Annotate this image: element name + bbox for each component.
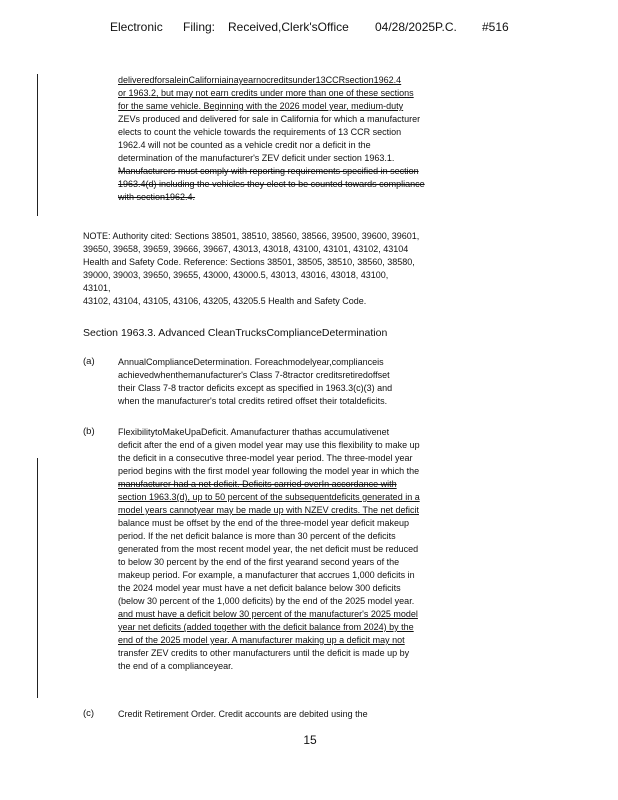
subsection-c-text [118,708,368,721]
subsection-line: year net deficits (added together with the deficit balance from 2024) by the [118,622,414,632]
paragraph-line: or 1963.2, but may not earn credits under more than one of these sections [118,88,414,98]
paragraph-line: 1963.4(d) including the vehicles they elect to be counted towards compliance [118,179,425,189]
note-line: 39650, 39658, 39659, 39666, 39667, 43013, 43018, 43100, 43101, 43102, 43104 [83,244,409,254]
note-line: 43102, 43104, 43105, 43106, 43205, 43205.5 Health and Safety Code. [83,296,367,306]
header-electronic: Electronic [110,20,163,34]
subsection-line: manufacturer had a net deficit. Deficits carried overIn accordance with [118,479,397,489]
header-number: #516 [482,20,509,34]
paragraph-line: Manufacturers must comply with reporting requirements specified in section [118,166,419,176]
subsection-b-label: (b) [83,426,95,437]
subsection-line: AnnualComplianceDetermination. Foreachmodelyear,complianceis [118,357,384,367]
subsection-line: Credit Retirement Order. Credit accounts are debited using the [118,709,368,719]
filing-header [110,20,510,36]
header-filing: Filing: [183,20,216,34]
subsection-line: generated from the most recent model year, the net deficit must be reduced [118,544,419,554]
subsection-c-label: (c) [83,708,95,719]
paragraph-line: ZEVs produced and delivered for sale in California for which a manufacturer [118,114,421,124]
paragraph-line: for the same vehicle. Beginning with the 2026 model year, medium-duty [118,101,404,111]
subsection-line: model years cannotyear may be made up with NZEV credits. The net deficit [118,505,419,515]
header-date: 04/28/2025P.C. [375,20,457,34]
subsection-b-text [118,426,420,673]
page-number: 15 [303,733,317,747]
note-line: 39000, 39003, 39650, 39655, 43000, 43000.5, 43013, 43016, 43018, 43100, [83,270,389,280]
subsection-a-label: (a) [83,356,95,367]
subsection-line: when the manufacturer's total credits retired offset their totaldeficits. [118,396,388,406]
note-line: Health and Safety Code. Reference: Sections 38501, 38505, 38510, 38560, 38580, [83,257,415,267]
header-received: Received,Clerk'sOffice [228,20,349,34]
note-line: 43101, [83,283,111,293]
revision-bar [37,458,38,698]
subsection-line: makeup period. For example, a manufacturer that accrues 1,000 deficits in [118,570,415,580]
subsection-line: their Class 7-8 tractor deficits except as specified in 1963.3(c)(3) and [118,383,393,393]
top-paragraph [118,74,425,204]
subsection-line: achievedwhenthemanufacturer's Class 7-8tractor creditsretiredoffset [118,370,390,380]
subsection-line: the 2024 model year must have a net deficit balance below 300 deficits [118,583,401,593]
subsection-line: deficit after the end of a given model year may use this flexibility to make up [118,440,420,450]
paragraph-line: elects to count the vehicle towards the requirements of 13 CCR section [118,127,402,137]
paragraph-line: determination of the manufacturer's ZEV deficit under section 1963.1. [118,153,395,163]
subsection-line: the deficit in a consecutive three-model year period. The three-model year [118,453,413,463]
subsection-a-text [118,356,392,408]
paragraph-line: 1962.4 will not be counted as a vehicle credit nor a deficit in the [118,140,371,150]
revision-bar [37,74,38,216]
subsection-line: FlexibilitytoMakeUpaDeficit. Amanufacturer thathas accumulativenet [118,427,390,437]
subsection-line: section 1963.3(d), up to 50 percent of the subsequentdeficits generated in a [118,492,420,502]
section-title: Section 1963.3. Advanced CleanTrucksComplianceDetermination [83,327,388,339]
subsection-line: period begins with the first model year following the model year in which the [118,466,420,476]
subsection-line: transfer ZEV credits to other manufacturers until the deficit is made up by [118,648,410,658]
subsection-line: balance must be offset by the end of the three-model year deficit makeup [118,518,410,528]
note-block [83,230,419,308]
subsection-line: the end of a complianceyear. [118,661,234,671]
subsection-line: (below 30 percent of the 1,000 deficits) by the end of the 2025 model year. [118,596,415,606]
subsection-line: and must have a deficit below 30 percent of the manufacturer's 2025 model [118,609,418,619]
subsection-line: to below 30 percent by the end of the first yearand second years of the [118,557,400,567]
subsection-line: period. If the net deficit balance is more than 30 percent of the deficits [118,531,396,541]
paragraph-line: deliveredforsaleinCaliforniainayearnocreditsunder13CCRsection1962.4 [118,75,402,85]
note-line: NOTE: Authority cited: Sections 38501, 38510, 38560, 38566, 39500, 39600, 39601, [83,231,420,241]
paragraph-line: with section1962.4. [118,192,196,202]
subsection-line: end of the 2025 model year. A manufacturer making up a deficit may not [118,635,405,645]
